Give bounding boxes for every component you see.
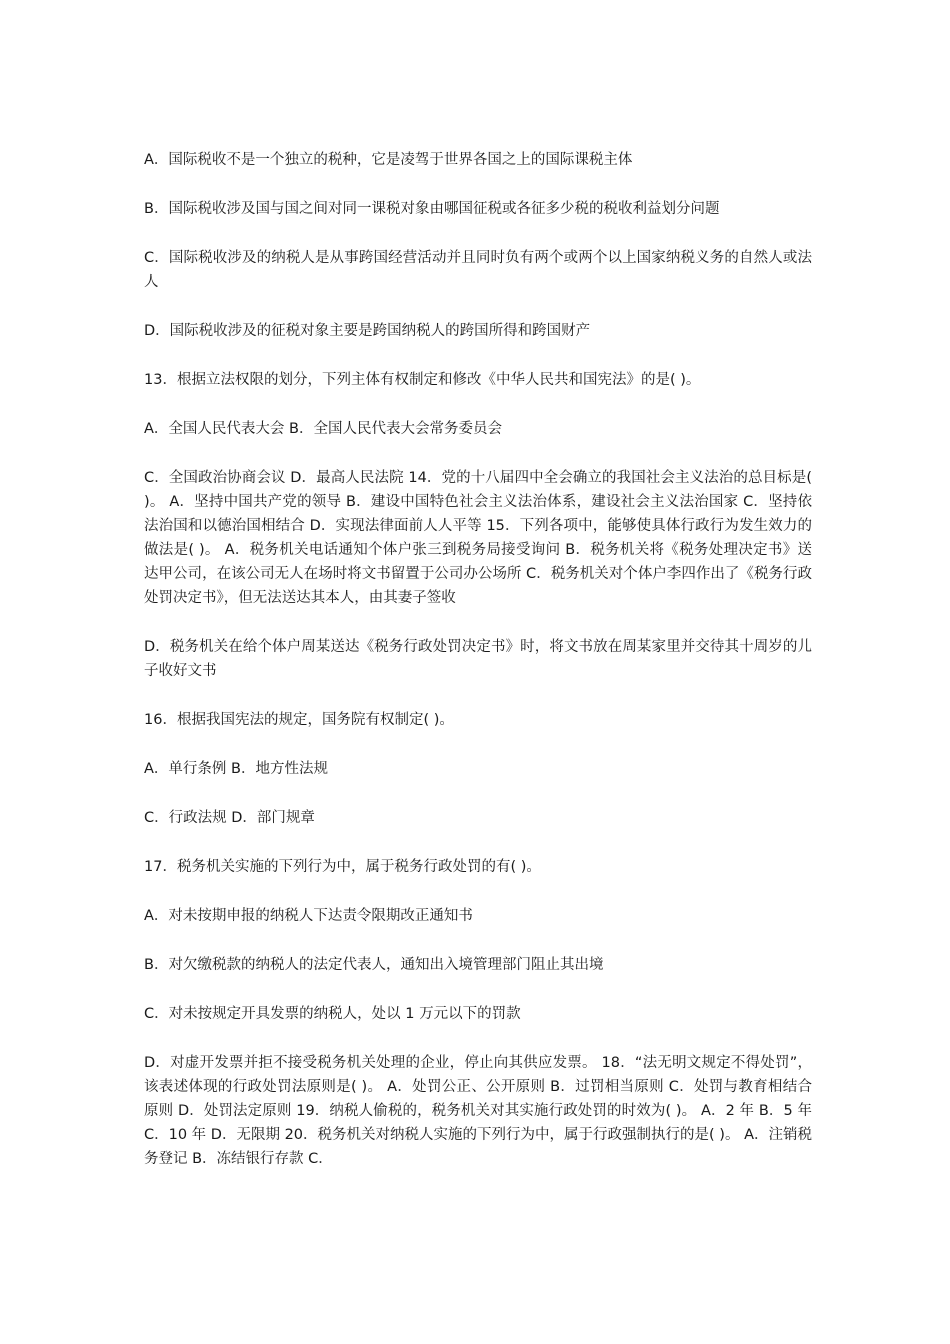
question-15-option-d: D．税务机关在给个体户周某送达《税务行政处罚决定书》时，将文书放在周某家里并交待其十周岁的儿子收好文书 [144,639,812,679]
option-c-international-tax: C．国际税收涉及的纳税人是从事跨国经营活动并且同时负有两个或两个以上国家纳税义务的自然人或法人 [144,250,812,290]
question-16: 16．根据我国宪法的规定，国务院有权制定( )。 [144,712,454,728]
question-17-option-b: B．对欠缴税款的纳税人的法定代表人，通知出入境管理部门阻止其出境 [144,957,604,973]
question-17-20-block: D．对虚开发票并拒不接受税务机关处理的企业，停止向其供应发票。 18．“法无明文规定不得处罚”，该表述体现的行政处罚法原则是( )。 A．处罚公正、公开原则 B．过罚相当原则 C．处罚与教育相结合原则 D．处罚法定原则 19．纳税人偷税的，税务机关对其实施行政处罚的时效为( )。 A．2 年 B．5 年 C．10 年 D．无限期 20．税务机关对纳税人实施的下列行为中，属于行政强制执行的是( )。 A．注销税务登记 B．冻结银行存款 C． [144,1055,812,1167]
question-17: 17．税务机关实施的下列行为中，属于税务行政处罚的有( )。 [144,859,541,875]
question-13-14-15-block: C．全国政治协商会议 D．最高人民法院 14．党的十八届四中全会确立的我国社会主义法治的总目标是( )。 A．坚持中国共产党的领导 B．建设中国特色社会主义法治体系，建设社会主义法治国家 C．坚持依法治国和以德治国相结合 D．实现法律面前人人平等 15．下列各项中，能够使具体行政行为发生效力的做法是( )。 A．税务机关电话通知个体户张三到税务局接受询问 B．税务机关将《税务处理决定书》送达甲公司，在该公司无人在场时将文书留置于公司办公场所 C．税务机关对个体户李四作出了《税务行政处罚决定书》，但无法送达其本人，由其妻子签收 [144,470,812,606]
option-d-international-tax: D．国际税收涉及的征税对象主要是跨国纳税人的跨国所得和跨国财产 [144,323,591,339]
document-body [144,148,812,1196]
question-17-option-a: A．对未按期申报的纳税人下达责令限期改正通知书 [144,908,473,924]
question-17-option-c: C．对未按规定开具发票的纳税人，处以 1 万元以下的罚款 [144,1006,521,1022]
option-b-international-tax: B．国际税收涉及国与国之间对同一课税对象由哪国征税或各征多少税的税收利益划分问题 [144,201,720,217]
question-16-options-cd: C．行政法规 D．部门规章 [144,810,315,826]
question-13: 13．根据立法权限的划分，下列主体有权制定和修改《中华人民共和国宪法》的是( )。 [144,372,701,388]
option-a-international-tax: A．国际税收不是一个独立的税种，它是凌驾于世界各国之上的国际课税主体 [144,152,633,168]
question-16-options-ab: A．单行条例 B．地方性法规 [144,761,328,777]
question-13-options-ab: A．全国人民代表大会 B．全国人民代表大会常务委员会 [144,421,502,437]
